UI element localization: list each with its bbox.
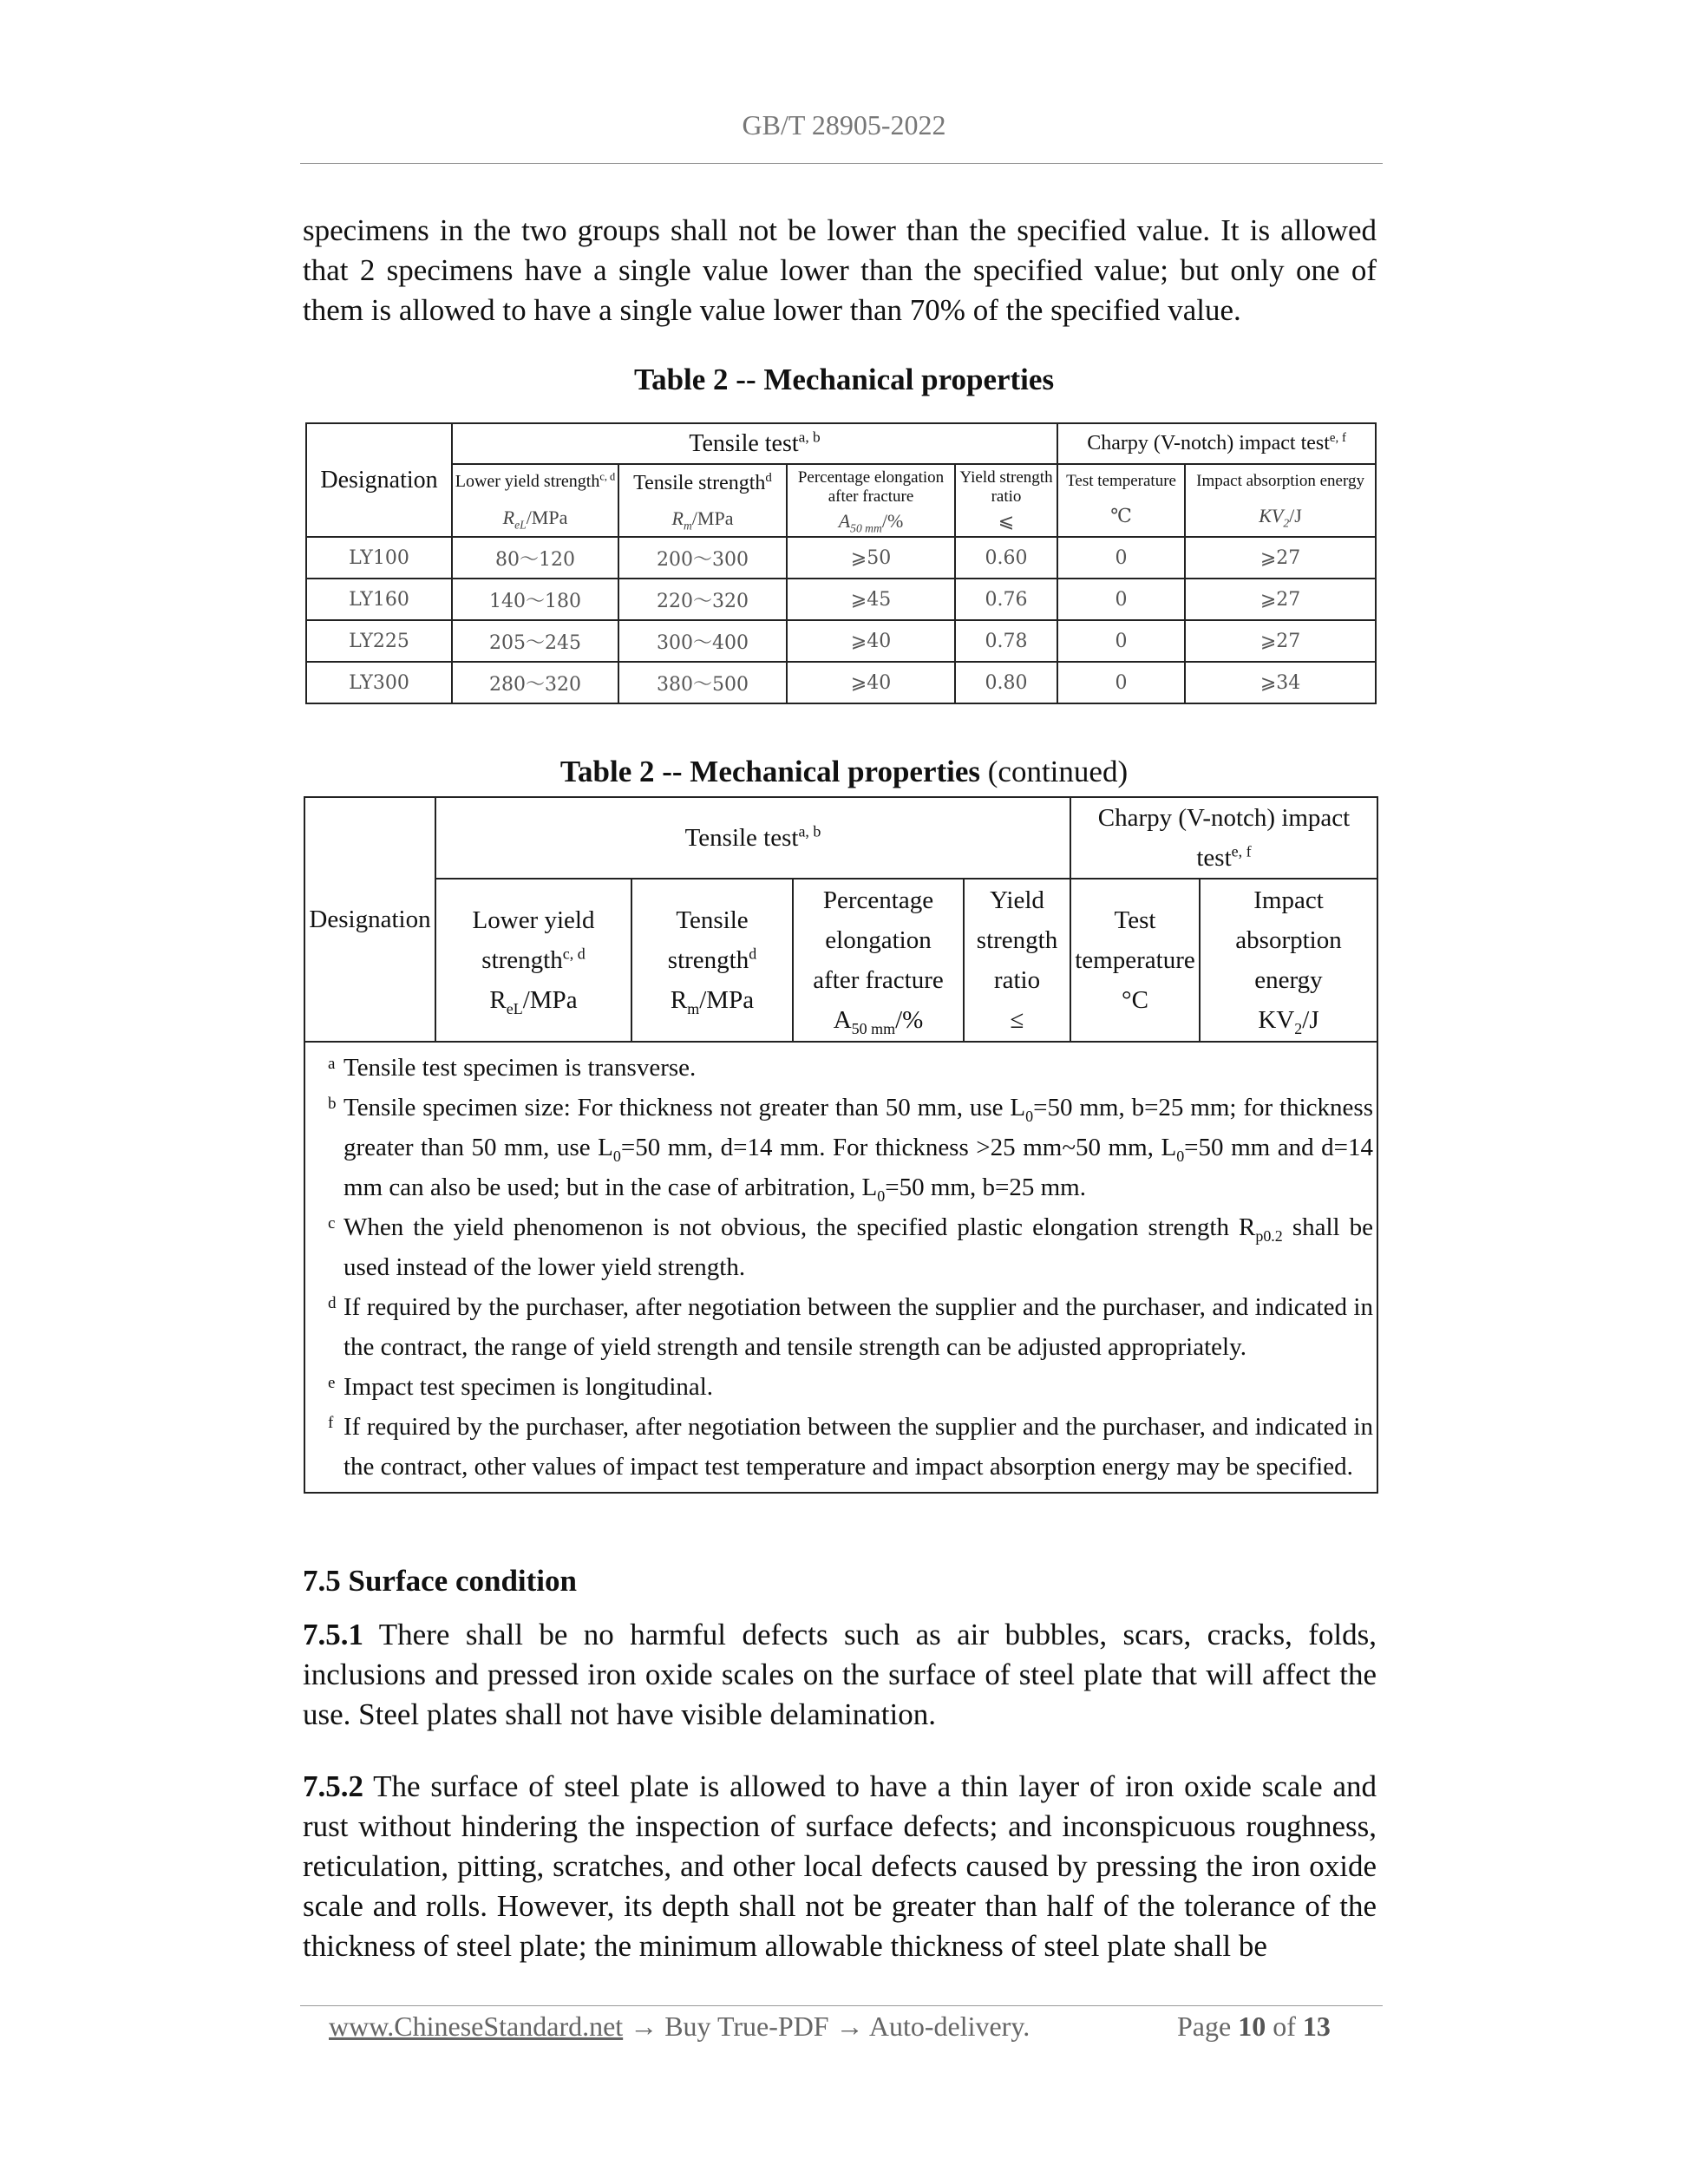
note-e: e Impact test specimen is longitudinal. [328, 1373, 714, 1401]
note-d: d If required by the purchaser, after negotiation between the supplier and the purchaser, and indicated in the contract, the range of yield strength and tensile strength can be adjusted appropriately. [328, 1293, 1373, 1361]
note-c: c When the yield phenomenon is not obvious, the specified plastic elongation strength $R_{p0.2}$ shall be used instead of the lower yield strength. [328, 1213, 1373, 1281]
cell-tensile: 380～500 [618, 662, 787, 703]
cell-energy: ⩾27 [1185, 620, 1376, 662]
current-page-number: 10 [1238, 2011, 1266, 2042]
tensile-test-group-header: Tensile test$^{a, b}$ [452, 423, 1057, 464]
cell-energy: ⩾34 [1185, 662, 1376, 703]
elongation-header: Percentage elongation after fracture $A_{50 mm}/\%$ [787, 464, 955, 537]
arrow-right-icon: → [630, 2011, 658, 2042]
table1-title: Table 2 -- Mechanical properties [633, 363, 1055, 396]
cell-lower-yield: 205～245 [452, 620, 618, 662]
arrow-right-icon: → [835, 2011, 864, 2042]
cell-designation: LY300 [306, 662, 452, 703]
cell-elongation: ⩾45 [787, 579, 955, 620]
cell-temp: 0 [1057, 620, 1185, 662]
cell-energy: ⩾27 [1185, 579, 1376, 620]
buy-true-pdf-text: Buy True-PDF [664, 2011, 829, 2042]
page-indicator: Page 10 of 13 [1177, 2011, 1331, 2042]
cell-lower-yield: 80～120 [452, 537, 618, 579]
cell-temp: 0 [1057, 662, 1185, 703]
section-heading-7-5: 7.5 Surface condition [303, 1564, 577, 1598]
intro-paragraph: specimens in the two groups shall not be lower than the specified value. It is allowed that 2 specimens have a single value lower than the specified value; but only one of them is allowed to have a single value lower than 70% of the specified value. [303, 213, 1377, 327]
auto-delivery-text: Auto-delivery. [868, 2011, 1030, 2042]
note-f: f If required by the purchaser, after negotiation between the supplier and the purchaser, and indicated in the contract, other values of impact test temperature and impact absorption energy may be specified. [328, 1413, 1373, 1481]
elongation-header: Percentage elongation after fracture $A_{50 mm}/\%$ [793, 879, 964, 1042]
test-temperature-header: Test temperature ℃ [1057, 464, 1185, 537]
yield-ratio-header: Yield strength ratio ≤ [964, 879, 1070, 1042]
cell-ratio: 0.60 [955, 537, 1057, 579]
tensile-strength-header: Tensile strength$^d$ $R_m$/MPa [631, 879, 793, 1042]
tensile-strength-header: Tensile strength$^d$ $R_m$/MPa [618, 464, 787, 537]
cell-designation: LY225 [306, 620, 452, 662]
table-row [306, 537, 1376, 579]
cell-lower-yield: 280～320 [452, 662, 618, 703]
lower-yield-header: Lower yield strength$^{c, d}$ $R_{eL}$/MPa [435, 879, 631, 1042]
cell-elongation: ⩾50 [787, 537, 955, 579]
tensile-test-group-header: Tensile test$^{a, b}$ [435, 797, 1070, 879]
table-notes [304, 1042, 1377, 1493]
yield-ratio-header: Yield strength ratio ⩽ [955, 464, 1057, 537]
table-row [306, 620, 1376, 662]
total-pages-number: 13 [1302, 2011, 1331, 2042]
cell-lower-yield: 140～180 [452, 579, 618, 620]
document-number-header: GB/T 28905-2022 [742, 109, 946, 141]
mechanical-properties-table-continued [304, 796, 1378, 1494]
cell-tensile: 220～320 [618, 579, 787, 620]
cell-temp: 0 [1057, 579, 1185, 620]
paragraph-7-5-2: 7.5.2 The surface of steel plate is allowed to have a thin layer of iron oxide scale and rust without hindering the inspection of surface defects; and inconspicuous roughness, reticulation, pitting, scratches, and other local defects caused by pressing the iron oxide scale and rolls. However, its depth shall not be greater than half of the tolerance of the thickness of steel plate; the minimum allowable thickness of steel plate shall be [303, 1769, 1377, 1963]
cell-designation: LY160 [306, 579, 452, 620]
table-row [306, 579, 1376, 620]
cell-designation: LY100 [306, 537, 452, 579]
test-temperature-header: Test temperature °C [1070, 879, 1200, 1042]
table2-title: Table 2 -- Mechanical properties (continued) [559, 755, 1129, 788]
impact-energy-header: Impact absorption energy $KV_2/J$ [1200, 879, 1377, 1042]
note-b: b Tensile specimen size: For thickness not greater than 50 mm, use $L_0=50$ mm, b=25 mm; for thickness greater than 50 mm, use $L_0=50$ mm, d=14 mm. For thickness >25 mm~50 mm, $L_0=50$ mm and d=14 mm can also be used; but in the case of arbitration, $L_0=50$ mm, b=25 mm. [328, 1094, 1374, 1205]
charpy-group-header: Charpy (V-notch) impact test$^{e, f}$ [1070, 797, 1377, 879]
table-row [306, 662, 1376, 703]
designation-header: Designation [304, 797, 435, 1042]
cell-temp: 0 [1057, 537, 1185, 579]
chinesestandard-link[interactable]: www.ChineseStandard.net [329, 2011, 624, 2042]
cell-tensile: 300～400 [618, 620, 787, 662]
cell-ratio: 0.78 [955, 620, 1057, 662]
note-a: a Tensile test specimen is transverse. [328, 1054, 697, 1082]
footer-divider [300, 2005, 1383, 2006]
cell-energy: ⩾27 [1185, 537, 1376, 579]
header-divider [300, 163, 1383, 164]
cell-elongation: ⩾40 [787, 620, 955, 662]
paragraph-7-5-1: 7.5.1 There shall be no harmful defects such as air bubbles, scars, cracks, folds, inclusions and pressed iron oxide scales on the surface of steel plate that will affect the use. Steel plates shall not have visible delamination. [303, 1618, 1377, 1731]
cell-elongation: ⩾40 [787, 662, 955, 703]
designation-header: Designation [306, 423, 452, 537]
footer-left [329, 2011, 1030, 2043]
lower-yield-header: Lower yield strength$^{c, d}$ $R_{eL}$/MPa [452, 464, 618, 537]
charpy-group-header: Charpy (V-notch) impact test$^{e, f}$ [1057, 423, 1376, 464]
mechanical-properties-table [305, 422, 1377, 704]
cell-ratio: 0.80 [955, 662, 1057, 703]
impact-energy-header: Impact absorption energy $KV_2/J$ [1185, 464, 1376, 537]
cell-ratio: 0.76 [955, 579, 1057, 620]
cell-tensile: 200～300 [618, 537, 787, 579]
